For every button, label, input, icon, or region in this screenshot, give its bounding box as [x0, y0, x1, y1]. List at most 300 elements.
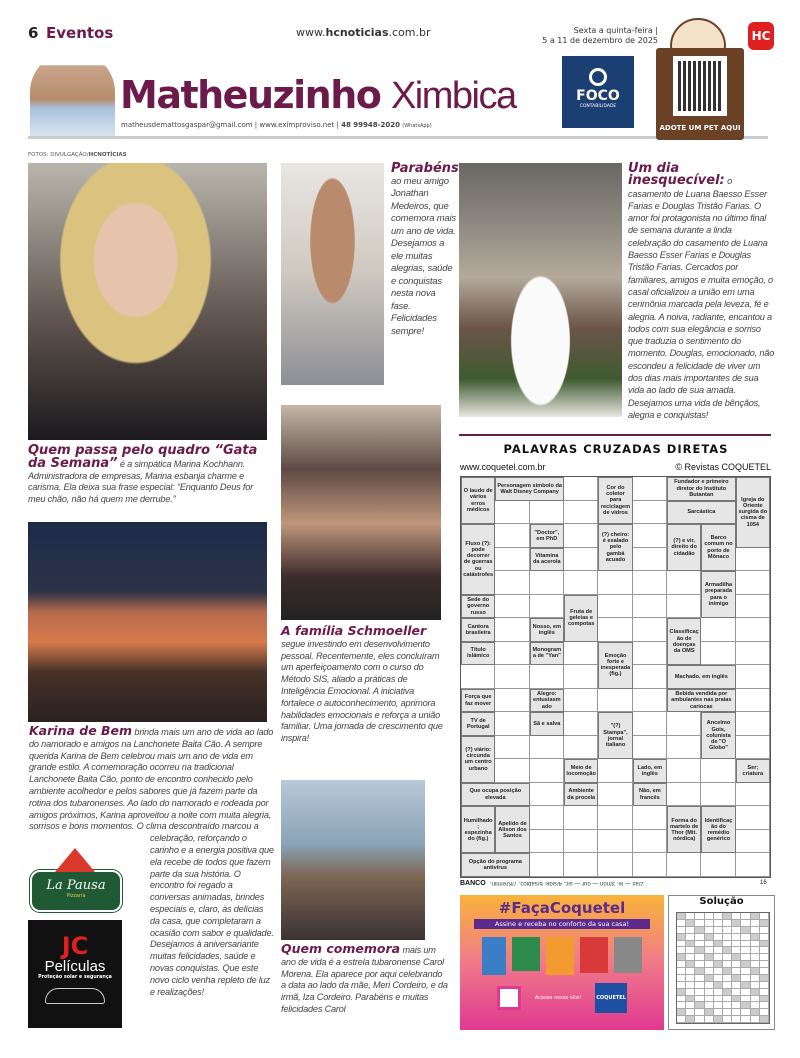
solution-cell	[732, 975, 741, 982]
crossword-clue: "(?) Stampa", jornal italiano	[598, 712, 632, 759]
crossword-cell[interactable]	[598, 618, 632, 642]
solution-cell	[760, 982, 769, 989]
crossword-cell[interactable]	[736, 665, 770, 689]
solution-cell	[741, 968, 750, 975]
solution-cell	[714, 982, 723, 989]
crossword-clue: Forma do martelo de Thor (Mit. nórdica)	[667, 806, 701, 853]
crossword-clue: Título islâmico	[461, 642, 495, 666]
crossword-cell[interactable]	[495, 665, 529, 689]
crossword-cell[interactable]	[667, 712, 701, 736]
crossword-cell[interactable]	[564, 853, 598, 877]
crossword-cell[interactable]	[633, 524, 667, 548]
solution-cell	[714, 1016, 723, 1023]
credits-bold: HCNOTÍCIAS	[88, 152, 127, 158]
crossword-cell[interactable]	[495, 595, 529, 619]
solution-cell	[677, 920, 686, 927]
solution-cell	[677, 934, 686, 941]
crossword-cell[interactable]	[667, 783, 701, 807]
foco-icon	[589, 68, 607, 86]
crossword-cell[interactable]	[495, 571, 529, 595]
solution-cell	[677, 941, 686, 948]
solution-cell	[714, 975, 723, 982]
crossword-cell[interactable]	[736, 853, 770, 877]
crossword-cell[interactable]	[598, 806, 632, 830]
columnist-name	[120, 73, 516, 118]
story-karina	[28, 725, 275, 1041]
word-bank-label: BANCO	[460, 880, 486, 887]
solution-cell	[714, 947, 723, 954]
crossword-cell[interactable]	[598, 853, 632, 877]
story-schmoeller	[281, 625, 449, 745]
solution-cell	[723, 961, 732, 968]
solution-cell	[760, 961, 769, 968]
solution-cell	[686, 934, 695, 941]
story-body: brinda mais um ano de vida ao lado do namorado e amigos na Lanchonete Baita Cão. A sempre querida Karina de Bem celebrou mais um ano de vida em grande estilo. A comemoração ocorreu na tradicional Lanchonete Baita Cão, ponto de encontro conhecido pelo ambiente acolhedor e pelos sabores que já fazem parte da rotina dos tubaronenses. Ao lado do namorado e rodeada por amigos próximos, Karina aproveitou a noite com muita alegria, sorrisos	[29, 727, 274, 832]
crossword-cell[interactable]	[564, 571, 598, 595]
crossword-cell[interactable]	[598, 689, 632, 713]
crossword-cell[interactable]	[564, 501, 598, 525]
crossword-cell[interactable]	[736, 595, 770, 619]
solution-cell	[741, 920, 750, 927]
solution-cell	[714, 1009, 723, 1016]
date-line: Sexta a quinta-feira |	[573, 26, 658, 35]
solution-cell	[751, 1002, 760, 1009]
date-line: 5 a 11 de dezembro de 2025	[542, 36, 658, 45]
crossword-cell[interactable]	[495, 712, 529, 736]
crossword-divider	[459, 434, 771, 436]
crossword-grid[interactable]	[460, 476, 771, 878]
solution-cell	[695, 1009, 704, 1016]
solution-cell	[723, 975, 732, 982]
solution-cell	[751, 947, 760, 954]
crossword-cell[interactable]	[633, 642, 667, 666]
crossword-clue: Meio de locomoção	[564, 759, 598, 783]
solution-cell	[705, 989, 714, 996]
crossword-cell[interactable]	[667, 853, 701, 877]
crossword-cell[interactable]	[495, 524, 529, 548]
solution-cell	[723, 947, 732, 954]
magazine-covers	[460, 937, 664, 975]
solution-cell	[760, 975, 769, 982]
solution-cell	[760, 989, 769, 996]
solution-cell	[705, 968, 714, 975]
crossword-clue: Armadilha preparada para o inimigo	[701, 571, 735, 618]
crossword-cell[interactable]	[736, 783, 770, 807]
solution-cell	[686, 975, 695, 982]
ad-tagline: Assine e receba no conforto da sua casa!	[474, 919, 650, 929]
url-prefix: www.	[296, 26, 326, 39]
solution-cell	[677, 1002, 686, 1009]
ad-access: Acesse nosso site!	[534, 995, 582, 1001]
solution-cell	[751, 941, 760, 948]
solution-cell	[760, 941, 769, 948]
crossword-cell[interactable]	[633, 548, 667, 572]
crossword-clue: Igreja do Oriente surgida do cisma de 1054	[736, 477, 770, 548]
crossword-cell[interactable]	[633, 806, 667, 830]
crossword-cell[interactable]	[564, 830, 598, 854]
solution-cell	[723, 941, 732, 948]
crossword-cell[interactable]	[736, 736, 770, 760]
crossword-cell[interactable]	[495, 759, 529, 783]
crossword-number: 16	[760, 880, 767, 886]
solution-cell	[705, 913, 714, 920]
solution-cell	[695, 989, 704, 996]
crossword-clue: Ancelmo Gois, colunista de "O Globo"	[701, 712, 735, 759]
crossword-cell[interactable]	[495, 689, 529, 713]
solution-cell	[741, 1009, 750, 1016]
solution-cell	[723, 954, 732, 961]
solution-cell	[695, 947, 704, 954]
solution-cell	[705, 927, 714, 934]
name-light: Ximbica	[390, 75, 516, 117]
crossword-cell[interactable]	[701, 618, 735, 642]
solution-cell	[751, 989, 760, 996]
solution-cell	[695, 954, 704, 961]
solution-cell	[741, 961, 750, 968]
qr-code	[673, 56, 727, 116]
solution-cell	[732, 961, 741, 968]
crossword-cell[interactable]	[736, 571, 770, 595]
solution-cell	[723, 968, 732, 975]
crossword-clue: Opção do programa antivírus	[461, 853, 530, 877]
story-body: mais um ano de vida é a estrela tubaronense Carol Morena. Ela aparece por aqui celebrando a data ao lado da mãe, Meri Cordeiro, e da irmã, Iza Cordeiro. Parabéns e muitas felicidades Carol	[281, 945, 448, 1014]
page-number: 6	[28, 24, 39, 42]
url-suffix: .com.br	[388, 26, 431, 39]
crossword-cell[interactable]	[701, 759, 735, 783]
solution-cell	[732, 982, 741, 989]
story-wedding	[628, 163, 776, 421]
solution-cell	[741, 989, 750, 996]
crossword-cell[interactable]	[633, 689, 667, 713]
crossword-clue: Classificação de doenças da OMS	[667, 618, 701, 665]
crossword-cell[interactable]	[564, 689, 598, 713]
solution-cell	[760, 954, 769, 961]
crossword-title: PALAVRAS CRUZADAS DIRETAS	[503, 442, 729, 456]
solution-cell	[760, 1016, 769, 1023]
crossword-clue: Vitamina da acerola	[530, 548, 564, 572]
solution-cell	[677, 961, 686, 968]
crossword-cell[interactable]	[736, 712, 770, 736]
solution-cell	[723, 1009, 732, 1016]
solution-cell	[751, 934, 760, 941]
crossword-cell[interactable]	[598, 783, 632, 807]
solution-cell	[714, 927, 723, 934]
solution-cell	[732, 913, 741, 920]
solution-cell	[677, 975, 686, 982]
adopt-pet-ad[interactable]	[656, 48, 744, 140]
crossword-clue: Que ocupa posição elevada	[461, 783, 530, 807]
solution-cell	[677, 968, 686, 975]
crossword-cell[interactable]	[530, 853, 564, 877]
logo-wrap-area	[28, 841, 150, 1041]
solution-cell	[677, 927, 686, 934]
story-title: Parabéns	[391, 161, 459, 176]
solution-cell	[751, 1009, 760, 1016]
crossword-cell[interactable]	[461, 665, 495, 689]
crossword-clue: Ambiente da procela	[564, 783, 598, 807]
solution-cell	[760, 934, 769, 941]
story-parabens	[391, 163, 457, 338]
crossword-cell[interactable]	[495, 618, 529, 642]
crossword-cell[interactable]	[530, 806, 564, 830]
solution-cell	[695, 968, 704, 975]
crossword-clue: Personagem símbolo da Walt Disney Company	[495, 477, 564, 501]
crossword-clue: Nosso, em inglês	[530, 618, 564, 642]
solution-cell	[686, 1009, 695, 1016]
crossword-cell[interactable]	[736, 689, 770, 713]
crossword-cell[interactable]	[564, 665, 598, 689]
ad-hashtag: #FaçaCoquetel	[498, 899, 626, 917]
crossword-cell[interactable]	[530, 830, 564, 854]
solution-cell	[732, 934, 741, 941]
crossword-copyright: © Revistas COQUETEL	[675, 462, 771, 472]
crossword-cell[interactable]	[633, 477, 667, 501]
hc-logo: HC	[748, 22, 774, 50]
crossword-cell[interactable]	[530, 736, 564, 760]
solution-cell	[714, 954, 723, 961]
foco-ad[interactable]	[562, 56, 634, 128]
crossword-cell[interactable]	[701, 853, 735, 877]
solution-cell	[751, 961, 760, 968]
crossword-cell[interactable]	[598, 595, 632, 619]
crossword-cell[interactable]	[667, 595, 701, 619]
crossword-cell[interactable]	[633, 595, 667, 619]
site-url[interactable]	[296, 26, 431, 39]
solution-cell	[723, 996, 732, 1003]
crossword-clue: (?) e vir, direito do cidadão	[667, 524, 701, 571]
solution-cell	[751, 968, 760, 975]
crossword-clue: Força que faz mover	[461, 689, 495, 713]
crossword-cell[interactable]	[564, 712, 598, 736]
solution-cell	[677, 989, 686, 996]
solution-cell	[677, 996, 686, 1003]
solution-cell	[732, 954, 741, 961]
crossword-cell[interactable]	[633, 501, 667, 525]
crossword-cell[interactable]	[598, 830, 632, 854]
crossword-cell[interactable]	[667, 571, 701, 595]
jc-sub: Proteção solar e segurança	[38, 975, 112, 980]
crossword-clue: (?) viário: circunda um centro urbano	[461, 736, 495, 783]
coquetel-logo: COQUETEL	[595, 983, 627, 1013]
solution-cell	[723, 982, 732, 989]
solution-cell	[741, 1002, 750, 1009]
crossword-site[interactable]: www.coquetel.com.br	[460, 462, 546, 472]
crossword-clue: Fundador e primeiro diretor do Instituto Butantan	[667, 477, 736, 501]
crossword-clue: Sarcástica	[667, 501, 736, 525]
crossword-cell[interactable]	[633, 853, 667, 877]
solution-title: Solução	[699, 896, 744, 907]
solution-cell	[723, 989, 732, 996]
solution-cell	[686, 968, 695, 975]
name-bold: Matheuzinho	[120, 73, 381, 117]
solution-cell	[705, 1016, 714, 1023]
solution-cell	[695, 982, 704, 989]
solution-cell	[741, 975, 750, 982]
solution-cell	[714, 941, 723, 948]
solution-grid	[676, 912, 770, 1024]
solution-cell	[760, 968, 769, 975]
crossword-cell[interactable]	[530, 571, 564, 595]
solution-cell	[695, 1002, 704, 1009]
crossword-clue: Não, em francês	[633, 783, 667, 807]
solution-cell	[714, 989, 723, 996]
crossword-clue: TV de Portugal	[461, 712, 495, 736]
photo-carol	[281, 780, 425, 940]
solution-cell	[714, 961, 723, 968]
solution-cell	[677, 913, 686, 920]
solution-cell	[695, 913, 704, 920]
credits-prefix: FOTOS: DIVULGAÇÃO/	[28, 152, 89, 158]
crossword-cell[interactable]	[736, 806, 770, 830]
solution-cell	[714, 913, 723, 920]
solution-cell	[677, 982, 686, 989]
crossword-clue: Identificação do remédio genérico	[701, 806, 735, 853]
foco-name: FOCO	[576, 88, 620, 104]
solution-cell	[686, 1002, 695, 1009]
crossword-clue: Lado, em inglês	[633, 759, 667, 783]
solution-cell	[741, 934, 750, 941]
photo-jonathan	[281, 163, 384, 385]
crossword-cell[interactable]	[736, 642, 770, 666]
solution-cell	[741, 982, 750, 989]
crossword-cell[interactable]	[667, 736, 701, 760]
solution-cell	[686, 954, 695, 961]
solution-cell	[714, 934, 723, 941]
crossword-cell[interactable]	[633, 571, 667, 595]
solution-cell	[751, 996, 760, 1003]
crossword-clue: Machado, em inglês	[667, 665, 736, 689]
crossword-cell[interactable]	[564, 806, 598, 830]
solution-cell	[760, 1002, 769, 1009]
crossword-cell[interactable]	[564, 642, 598, 666]
solution-cell	[686, 920, 695, 927]
solution-cell	[760, 927, 769, 934]
coquetel-ad[interactable]	[460, 895, 664, 1030]
solution-cell	[705, 941, 714, 948]
crossword-cell[interactable]	[530, 665, 564, 689]
photo-wedding	[459, 163, 622, 417]
crossword-cell[interactable]	[495, 642, 529, 666]
solution-cell	[741, 913, 750, 920]
solution-cell	[723, 927, 732, 934]
solution-cell	[686, 927, 695, 934]
solution-cell	[686, 961, 695, 968]
crossword-clue: Ser; criatura	[736, 759, 770, 783]
url-bold: hcnoticias	[325, 26, 389, 39]
solution-cell	[760, 913, 769, 920]
solution-cell	[732, 1016, 741, 1023]
crossword-clue: Sã e salva	[530, 712, 564, 736]
crossword-cell[interactable]	[667, 759, 701, 783]
crossword-cell[interactable]	[495, 501, 529, 525]
photo-schmoeller	[281, 405, 441, 620]
story-body: ao meu amigo Jonathan Medeiros, que comemora mais um ano de vida. Desejamos a ele muitas alegrias, saúde e conquistas nesta nova fase. Felicidades sempre!	[391, 175, 456, 337]
columnist-contact	[121, 121, 432, 129]
solution-cell	[760, 920, 769, 927]
solution-cell	[751, 927, 760, 934]
crossword-cell[interactable]	[564, 736, 598, 760]
solution-cell	[732, 941, 741, 948]
crossword-cell[interactable]	[598, 571, 632, 595]
solution-cell	[723, 934, 732, 941]
solution-cell	[723, 1002, 732, 1009]
story-title: A família Schmoeller	[281, 623, 427, 638]
crossword-clue: Humilhado; espezinhado (fig.)	[461, 806, 495, 853]
crossword-cell[interactable]	[495, 736, 529, 760]
solution-cell	[714, 1002, 723, 1009]
crossword-cell[interactable]	[633, 618, 667, 642]
solution-cell	[695, 934, 704, 941]
crossword-cell[interactable]	[564, 477, 598, 501]
crossword-cell[interactable]	[633, 665, 667, 689]
solution-cell	[705, 975, 714, 982]
word-bank-text: 2/ax — le. 3/non — our — sic. 4/side. 6/sabico. 7/Kremlin.	[490, 880, 644, 886]
la-pausa-sub: Pizzaria	[66, 893, 86, 899]
crossword-cell[interactable]	[530, 595, 564, 619]
solution-cell	[705, 920, 714, 927]
solution-cell	[732, 989, 741, 996]
story-body: é a simpática Marina Kochhann. Administradora de empresas, Marina esbanja charme e carisma. Ela deixa sua frase especial: “Enquanto Deus for meu chão, não há quem me derrube.”	[28, 458, 254, 505]
crossword-cell[interactable]	[701, 783, 735, 807]
crossword-cell[interactable]	[564, 524, 598, 548]
crossword-cell[interactable]	[530, 501, 564, 525]
story-body-continued: e bons momentos. O clima descontraído marcou a celebração, reforçando o carinho e a energia positiva que ela recebe de todos que fazem parte da sua história. O encontro foi regado a conversas animadas, brindes especiais e, claro, às delícias da casa, que completaram a ocasião com sabor e qualidade. Desejamos à aniversariante muitas felicidades, saúde e novas conquistas. Que este novo ciclo venha repleto de luz e realizações!	[61, 821, 274, 997]
solution-cell	[751, 954, 760, 961]
solution-cell	[695, 941, 704, 948]
crossword-cell[interactable]	[633, 830, 667, 854]
crossword-cell[interactable]	[736, 618, 770, 642]
solution-cell	[732, 1009, 741, 1016]
crossword-clue: "Doctor", em PhD	[530, 524, 564, 548]
solution-cell	[705, 961, 714, 968]
crossword-cell[interactable]	[736, 548, 770, 572]
solution-cell	[732, 920, 741, 927]
solution-cell	[686, 982, 695, 989]
crossword-cell[interactable]	[530, 783, 564, 807]
solution-cell	[677, 1016, 686, 1023]
foco-sub: CONTABILIDADE	[579, 104, 617, 109]
photo-karina	[28, 522, 267, 722]
solution-cell	[723, 913, 732, 920]
solution-cell	[732, 996, 741, 1003]
crossword-cell[interactable]	[495, 548, 529, 572]
crossword-cell[interactable]	[564, 548, 598, 572]
solution-cell	[741, 947, 750, 954]
solution-cell	[705, 934, 714, 941]
solution-cell	[677, 954, 686, 961]
phone: 48 99948-2020	[341, 121, 401, 129]
crossword-cell[interactable]	[633, 712, 667, 736]
solution-cell	[686, 1016, 695, 1023]
solution-cell	[705, 982, 714, 989]
solution-cell	[686, 941, 695, 948]
photo-credits	[28, 152, 127, 158]
crossword-clue: Alegro: entusiasmado	[530, 689, 564, 713]
crossword-cell[interactable]	[633, 736, 667, 760]
photo-marina	[28, 163, 267, 440]
crossword-cell[interactable]	[736, 830, 770, 854]
solution-cell	[695, 996, 704, 1003]
solution-cell	[695, 961, 704, 968]
crossword-clue: Apelido de Alison dos Santos	[495, 806, 529, 853]
solution-cell	[705, 954, 714, 961]
crossword-cell[interactable]	[530, 759, 564, 783]
crossword-cell[interactable]	[701, 642, 735, 666]
crossword-cell[interactable]	[598, 759, 632, 783]
solution-cell	[695, 975, 704, 982]
story-gata	[28, 445, 268, 506]
solution-cell	[686, 989, 695, 996]
